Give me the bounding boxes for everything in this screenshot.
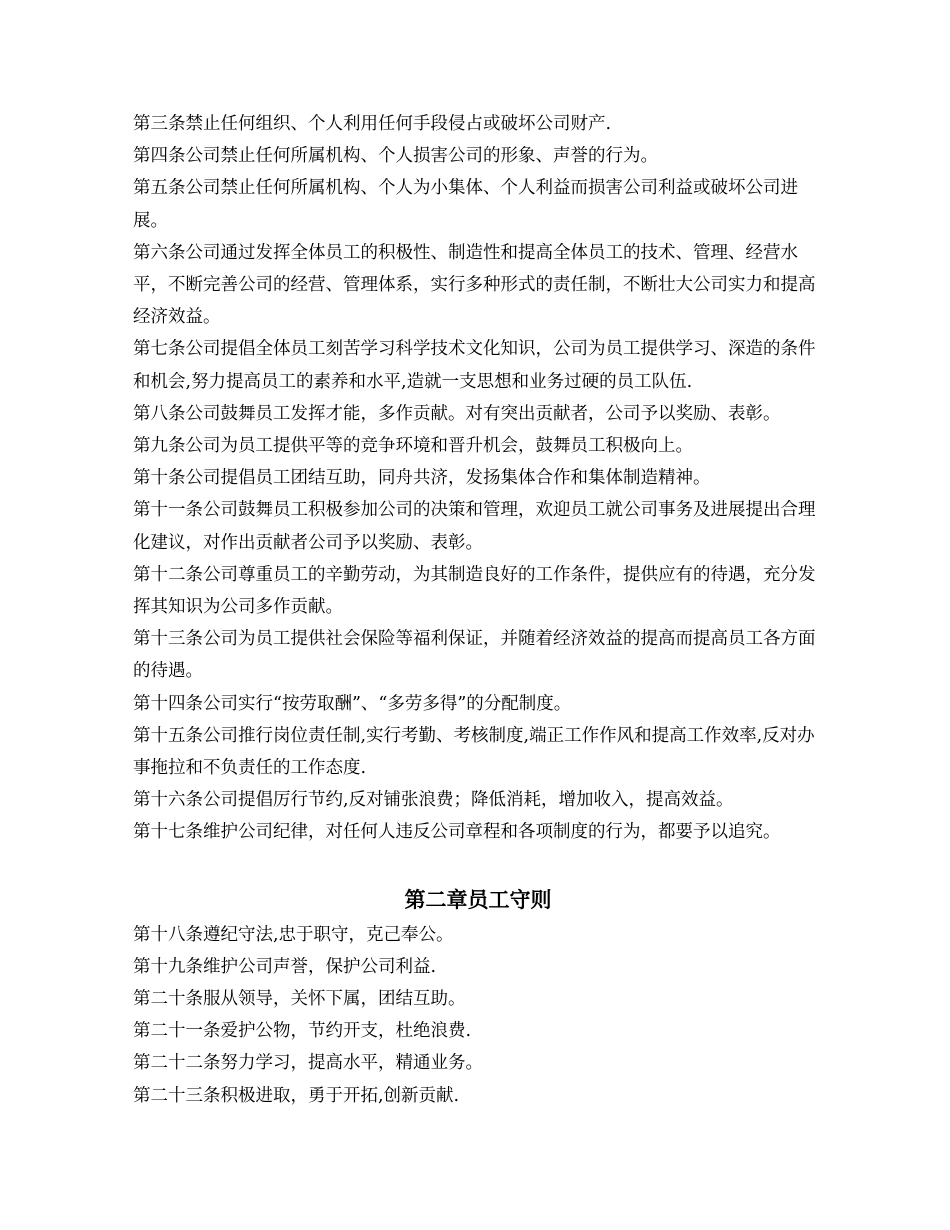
article-3: 第三条禁止任何组织、个人利用任何手段侵占或破坏公司财产. [133, 114, 612, 134]
document-body [133, 108, 823, 1112]
article-16: 第十六条公司提倡厉行节约,反对铺张浪费；降低消耗，增加收入，提高效益。 [133, 790, 734, 811]
article-5: 第五条公司禁止任何所属机构、个人为小集体、个人利益而损害公司利益或破坏公司进展。 [133, 178, 798, 231]
article-4: 第四条公司禁止任何所属机构、个人损害公司的形象、声誉的行为。 [133, 146, 658, 167]
article-15: 第十五条公司推行岗位责任制,实行考勤、考核制度,端正工作作风和提高工作效率,反对办事拖拉和不负责任的工作态度. [133, 725, 815, 779]
article-21: 第二十一条爱护公物，节约开支，杜绝浪费. [133, 1021, 472, 1042]
article-22: 第二十二条努力学习，提高水平，精通业务。 [133, 1053, 483, 1074]
article-18: 第十八条遵纪守法,忠于职守，克己奉公。 [133, 924, 454, 945]
article-8: 第八条公司鼓舞员工发挥才能，多作贡献。对有突出贡献者，公司予以奖励、表彰。 [133, 403, 781, 424]
article-7: 第七条公司提倡全体员工刻苦学习科学技术文化知识，公司为员工提供学习、深造的条件和机会,努力提高员工的素养和水平,造就一支思想和业务过硬的员工队伍. [133, 339, 816, 392]
article-10: 第十条公司提倡员工团结互助，同舟共济，发扬集体合作和集体制造精神。 [133, 468, 711, 489]
article-13: 第十三条公司为员工提供社会保险等福利保证，并随着经济效益的提高而提高员工各方面的待遇。 [133, 629, 816, 682]
article-9: 第九条公司为员工提供平等的竞争环境和晋升机会，鼓舞员工积极向上。 [133, 436, 693, 457]
article-23: 第二十三条积极进取，勇于开拓,创新贡献. [133, 1085, 460, 1106]
article-12: 第十二条公司尊重员工的辛勤劳动，为其制造良好的工作条件，提供应有的待遇，充分发挥其知识为公司多作贡献。 [133, 564, 816, 618]
article-20: 第二十条服从领导，关怀下属，团结互助。 [133, 989, 466, 1010]
article-6: 第六条公司通过发挥全体员工的积极性、制造性和提高全体员工的技术、管理、经营水平，不断完善公司的经营、管理体系，实行多种形式的责任制，不断壮大公司实力和提高经济效益。 [133, 242, 816, 328]
chapter-title: 第二章员工守则 [404, 887, 552, 912]
article-11: 第十一条公司鼓舞员工积极参加公司的决策和管理，欢迎员工就公司事务及进展提出合理化建议，对作出贡献者公司予以奖励、表彰。 [133, 500, 816, 553]
article-17: 第十七条维护公司纪律，对任何人违反公司章程和各项制度的行为，都要予以追究。 [133, 822, 781, 843]
article-19: 第十九条维护公司声誉，保护公司利益. [133, 956, 437, 977]
article-14: 第十四条公司实行“按劳取酬”、“多劳多得”的分配制度。 [133, 693, 572, 714]
